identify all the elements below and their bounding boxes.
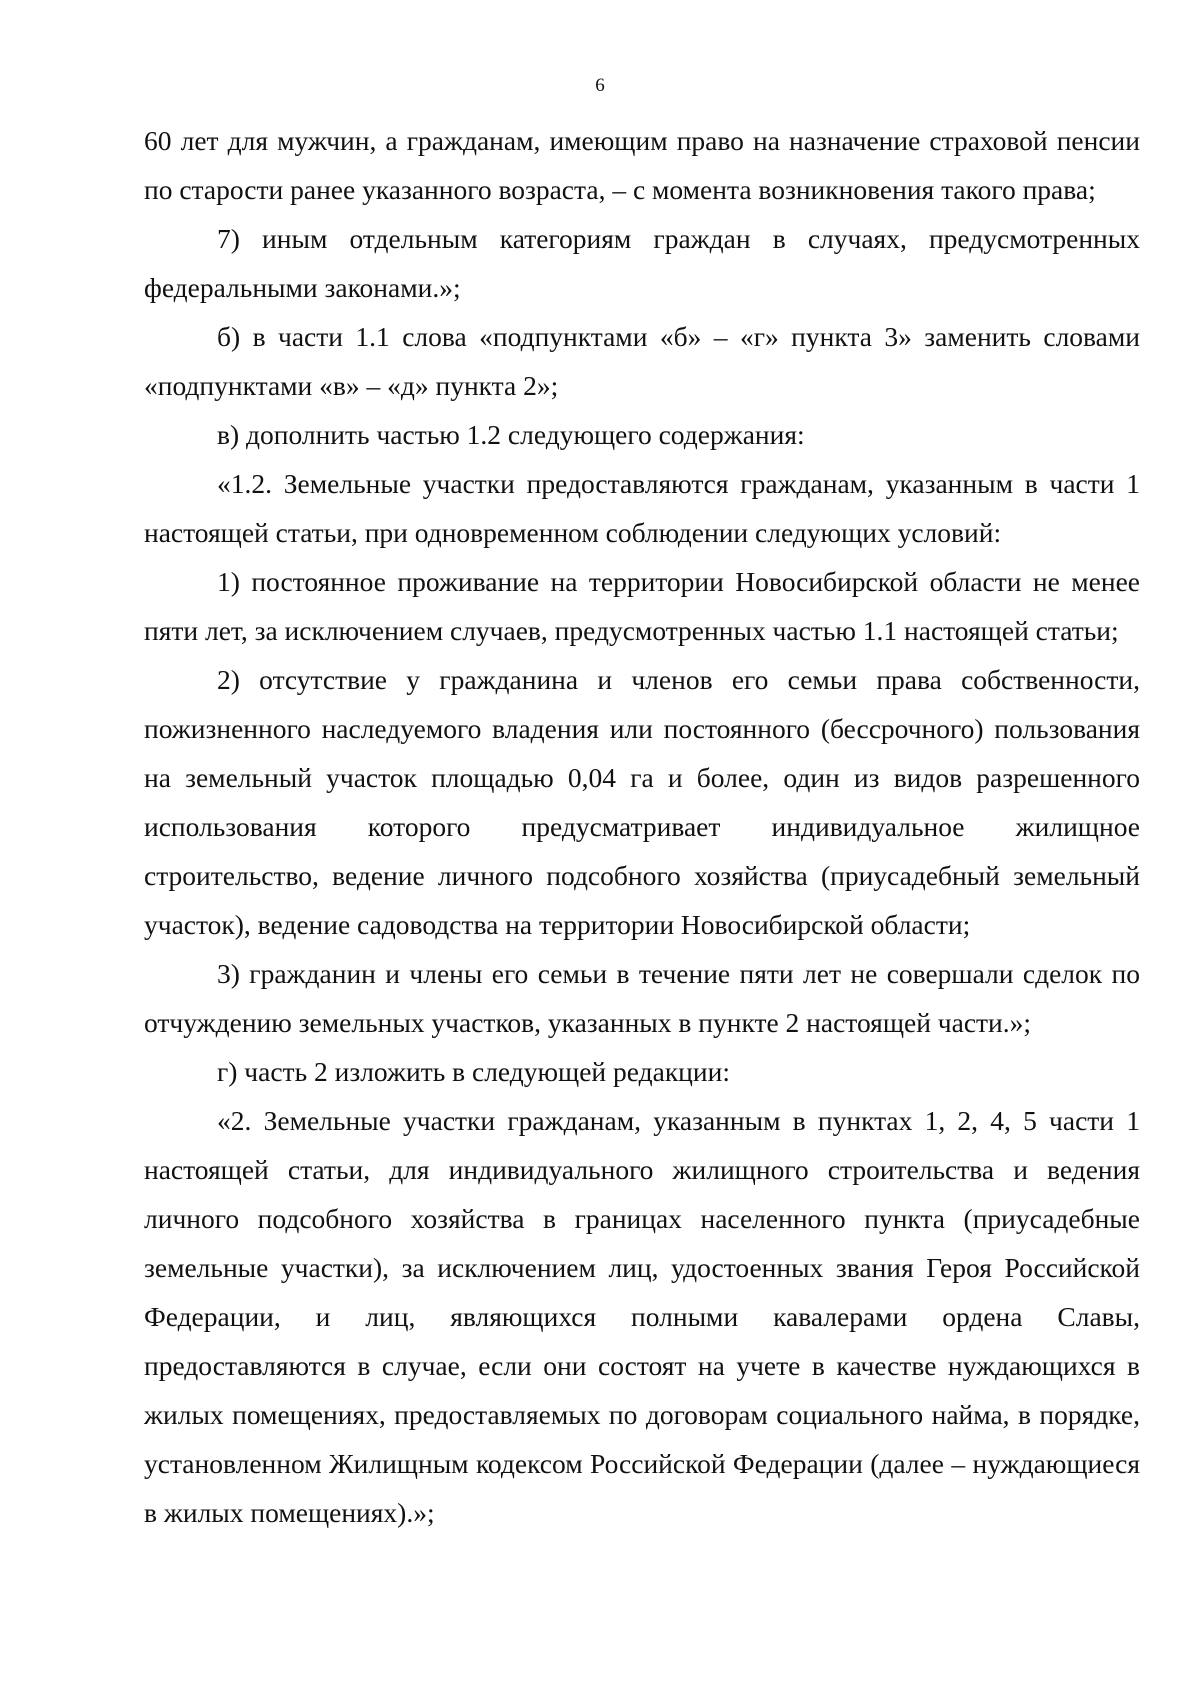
- paragraph-g: г) часть 2 изложить в следующей редакции:: [217, 1056, 730, 1087]
- paragraph-v: в) дополнить частью 1.2 следующего содержания:: [217, 419, 805, 450]
- paragraph-continuation: 60 лет для мужчин, а гражданам, имеющим право на назначение страховой пенсии по старости ранее указанного возраста, – с момента возникновения такого права;: [144, 125, 1140, 205]
- paragraph-condition-1: 1) постоянное проживание на территории Новосибирской области не менее пяти лет, за исключением случаев, предусмотренных частью 1.1 настоящей статьи;: [144, 566, 1140, 646]
- paragraph-1-2: «1.2. Земельные участки предоставляются гражданам, указанным в части 1 настоящей статьи, при одновременном соблюдении следующих условий:: [144, 468, 1140, 548]
- paragraph-condition-3: 3) гражданин и члены его семьи в течение пяти лет не совершали сделок по отчуждению земельных участков, указанных в пункте 2 настоящей части.»;: [144, 958, 1140, 1038]
- paragraph-2: «2. Земельные участки гражданам, указанным в пунктах 1, 2, 4, 5 части 1 настоящей статьи, для индивидуального жилищного строительства и ведения личного подсобного хозяйства в границах населенного пункта (приусадебные земельные участки), за исключением лиц, удостоенных звания Героя Российской Федерации, и лиц, являющихся полными кавалерами ордена Славы, предоставляются в случае, если они состоят на учете в качестве нуждающихся в жилых помещениях, предоставляемых по договорам социального найма, в порядке, установленном Жилищным кодексом Российской Федерации (далее – нуждающиеся в жилых помещениях).»;: [144, 1105, 1140, 1528]
- paragraph-condition-2: 2) отсутствие у гражданина и членов его семьи права собственности, пожизненного наследуемого владения или постоянного (бессрочного) пользования на земельный участок площадью 0,04 га и более, один из видов разрешенного использования которого предусматривает индивидуальное жилищное строительство, ведение личного подсобного хозяйства (приусадебный земельный участок), ведение садоводства на территории Новосибирской области;: [144, 664, 1140, 940]
- page-number: 6: [595, 75, 605, 96]
- paragraph-b: б) в части 1.1 слова «подпунктами «б» – «г» пункта 3» заменить словами «подпунктами «в» – «д» пункта 2»;: [144, 321, 1140, 401]
- document-body: [144, 116, 1140, 1537]
- paragraph-item-7: 7) иным отдельным категориям граждан в случаях, предусмотренных федеральными законами.»;: [144, 223, 1140, 303]
